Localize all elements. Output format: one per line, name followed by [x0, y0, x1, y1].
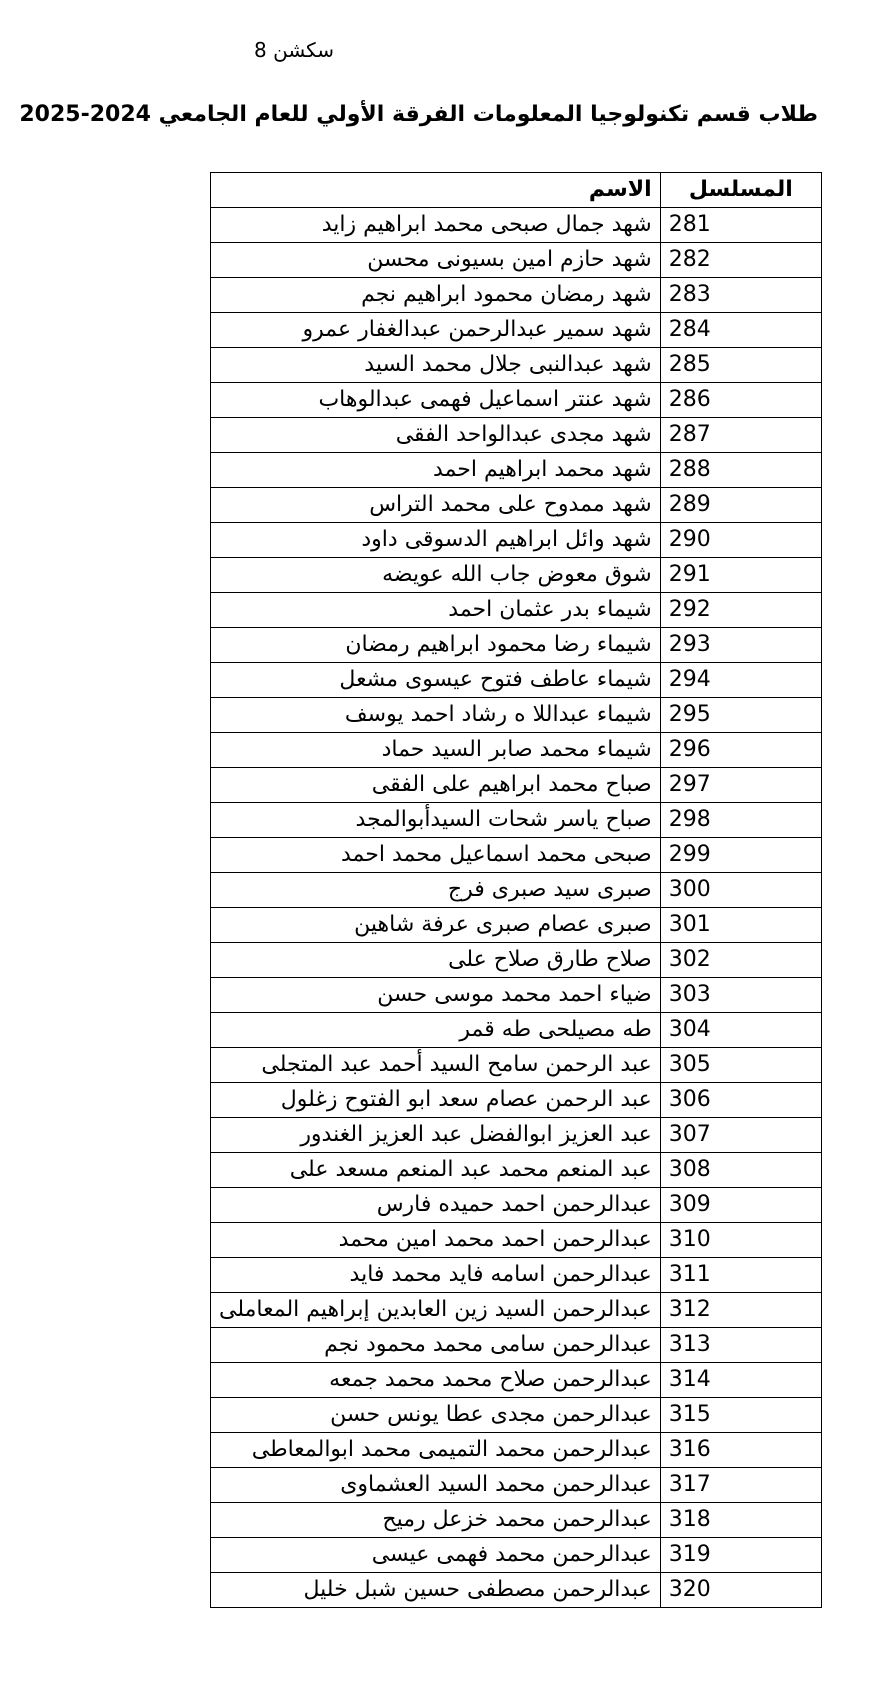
table-row: [211, 1013, 822, 1048]
serial-cell: 287: [660, 418, 821, 453]
table-row: [211, 1538, 822, 1573]
table-body: [211, 208, 822, 1608]
table-row: [211, 418, 822, 453]
student-name-cell: عبدالرحمن السيد زين العابدين إبراهيم المعاملى: [211, 1293, 661, 1328]
student-name-cell: عبدالرحمن محمد فهمى عيسى: [211, 1538, 661, 1573]
serial-cell: 301: [660, 908, 821, 943]
student-name-cell: شهد سمير عبدالرحمن عبدالغفار عمرو: [211, 313, 661, 348]
serial-cell: 288: [660, 453, 821, 488]
serial-cell: 283: [660, 278, 821, 313]
serial-cell: 294: [660, 663, 821, 698]
table-row: [211, 1153, 822, 1188]
serial-cell: 318: [660, 1503, 821, 1538]
serial-cell: 303: [660, 978, 821, 1013]
table-row: [211, 873, 822, 908]
table-row: [211, 1328, 822, 1363]
table-row: [211, 908, 822, 943]
student-name-cell: عبد العزيز ابوالفضل عبد العزيز الغندور: [211, 1118, 661, 1153]
serial-cell: 295: [660, 698, 821, 733]
student-name-cell: عبدالرحمن سامى محمد محمود نجم: [211, 1328, 661, 1363]
serial-cell: 313: [660, 1328, 821, 1363]
table-row: [211, 1258, 822, 1293]
table-row: [211, 558, 822, 593]
student-name-cell: شهد وائل ابراهيم الدسوقى داود: [211, 523, 661, 558]
serial-cell: 314: [660, 1363, 821, 1398]
table-row: [211, 1048, 822, 1083]
table-row: [211, 733, 822, 768]
student-name-cell: شيماء بدر عثمان احمد: [211, 593, 661, 628]
serial-cell: 290: [660, 523, 821, 558]
table-row: [211, 383, 822, 418]
student-name-cell: شيماء رضا محمود ابراهيم رمضان: [211, 628, 661, 663]
table-row: [211, 1468, 822, 1503]
page-title: طلاب قسم تكنولوجيا المعلومات الفرقة الأولي للعام الجامعي 2024-2025: [19, 102, 818, 127]
section-label: سكشن 8: [254, 38, 334, 62]
student-name-cell: عبد الرحمن سامح السيد أحمد عبد المتجلى: [211, 1048, 661, 1083]
table-row: [211, 523, 822, 558]
table-row: [211, 628, 822, 663]
table-row: [211, 488, 822, 523]
table-header-row: [211, 173, 822, 208]
student-name-cell: شهد رمضان محمود ابراهيم نجم: [211, 278, 661, 313]
table-row: [211, 593, 822, 628]
student-name-cell: شهد عنتر اسماعيل فهمى عبدالوهاب: [211, 383, 661, 418]
student-name-cell: عبد الرحمن عصام سعد ابو الفتوح زغلول: [211, 1083, 661, 1118]
serial-cell: 308: [660, 1153, 821, 1188]
student-name-cell: صباح ياسر شحات السيدأبوالمجد: [211, 803, 661, 838]
student-name-cell: صباح محمد ابراهيم على الفقى: [211, 768, 661, 803]
table-row: [211, 663, 822, 698]
serial-cell: 296: [660, 733, 821, 768]
table-row: [211, 768, 822, 803]
table-row: [211, 1188, 822, 1223]
serial-cell: 299: [660, 838, 821, 873]
student-name-cell: عبدالرحمن مصطفى حسين شبل خليل: [211, 1573, 661, 1608]
student-name-cell: عبدالرحمن محمد التميمى محمد ابوالمعاطى: [211, 1433, 661, 1468]
serial-cell: 305: [660, 1048, 821, 1083]
serial-cell: 311: [660, 1258, 821, 1293]
table-row: [211, 1573, 822, 1608]
serial-cell: 282: [660, 243, 821, 278]
serial-cell: 306: [660, 1083, 821, 1118]
student-name-cell: عبدالرحمن احمد حميده فارس: [211, 1188, 661, 1223]
student-name-cell: شوق معوض جاب الله عويضه: [211, 558, 661, 593]
student-name-cell: عبد المنعم محمد عبد المنعم مسعد على: [211, 1153, 661, 1188]
table-row: [211, 453, 822, 488]
student-name-cell: عبدالرحمن محمد السيد العشماوى: [211, 1468, 661, 1503]
serial-cell: 289: [660, 488, 821, 523]
serial-cell: 315: [660, 1398, 821, 1433]
student-name-cell: شهد ممدوح على محمد التراس: [211, 488, 661, 523]
serial-cell: 304: [660, 1013, 821, 1048]
serial-cell: 309: [660, 1188, 821, 1223]
serial-cell: 320: [660, 1573, 821, 1608]
serial-cell: 293: [660, 628, 821, 663]
table-row: [211, 838, 822, 873]
serial-cell: 300: [660, 873, 821, 908]
student-name-cell: شيماء عاطف فتوح عيسوى مشعل: [211, 663, 661, 698]
student-name-cell: عبدالرحمن اسامه فايد محمد فايد: [211, 1258, 661, 1293]
serial-column-header: المسلسل: [660, 173, 821, 208]
serial-cell: 319: [660, 1538, 821, 1573]
students-table: [210, 172, 822, 1608]
serial-cell: 316: [660, 1433, 821, 1468]
serial-cell: 285: [660, 348, 821, 383]
table-row: [211, 1083, 822, 1118]
student-name-cell: شهد عبدالنبى جلال محمد السيد: [211, 348, 661, 383]
student-name-cell: صبحى محمد اسماعيل محمد احمد: [211, 838, 661, 873]
student-name-cell: شهد مجدى عبدالواحد الفقى: [211, 418, 661, 453]
table-row: [211, 313, 822, 348]
serial-cell: 292: [660, 593, 821, 628]
student-name-cell: صلاح طارق صلاح على: [211, 943, 661, 978]
table-row: [211, 978, 822, 1013]
table-row: [211, 348, 822, 383]
table-row: [211, 1363, 822, 1398]
table-row: [211, 943, 822, 978]
student-name-cell: صبرى سيد صبرى فرج: [211, 873, 661, 908]
student-name-cell: عبدالرحمن محمد خزعل رميح: [211, 1503, 661, 1538]
table-row: [211, 698, 822, 733]
table-row: [211, 1293, 822, 1328]
name-column-header: الاسم: [211, 173, 661, 208]
serial-cell: 302: [660, 943, 821, 978]
serial-cell: 286: [660, 383, 821, 418]
table-row: [211, 1118, 822, 1153]
serial-cell: 317: [660, 1468, 821, 1503]
serial-cell: 284: [660, 313, 821, 348]
table-row: [211, 1398, 822, 1433]
serial-cell: 307: [660, 1118, 821, 1153]
table-row: [211, 1503, 822, 1538]
table-row: [211, 243, 822, 278]
serial-cell: 291: [660, 558, 821, 593]
serial-cell: 310: [660, 1223, 821, 1258]
student-name-cell: طه مصيلحى طه قمر: [211, 1013, 661, 1048]
student-name-cell: شهد حازم امين بسيونى محسن: [211, 243, 661, 278]
student-name-cell: ضياء احمد محمد موسى حسن: [211, 978, 661, 1013]
serial-cell: 281: [660, 208, 821, 243]
student-name-cell: عبدالرحمن احمد محمد امين محمد: [211, 1223, 661, 1258]
table-row: [211, 803, 822, 838]
table-row: [211, 1433, 822, 1468]
table-row: [211, 278, 822, 313]
serial-cell: 312: [660, 1293, 821, 1328]
serial-cell: 298: [660, 803, 821, 838]
table-row: [211, 1223, 822, 1258]
table-row: [211, 208, 822, 243]
student-name-cell: عبدالرحمن صلاح محمد محمد جمعه: [211, 1363, 661, 1398]
student-name-cell: شهد جمال صبحى محمد ابراهيم زايد: [211, 208, 661, 243]
student-name-cell: شيماء عبداللا ه رشاد احمد يوسف: [211, 698, 661, 733]
student-name-cell: عبدالرحمن مجدى عطا يونس حسن: [211, 1398, 661, 1433]
serial-cell: 297: [660, 768, 821, 803]
student-name-cell: شهد محمد ابراهيم احمد: [211, 453, 661, 488]
student-name-cell: شيماء محمد صابر السيد حماد: [211, 733, 661, 768]
student-name-cell: صبرى عصام صبرى عرفة شاهين: [211, 908, 661, 943]
